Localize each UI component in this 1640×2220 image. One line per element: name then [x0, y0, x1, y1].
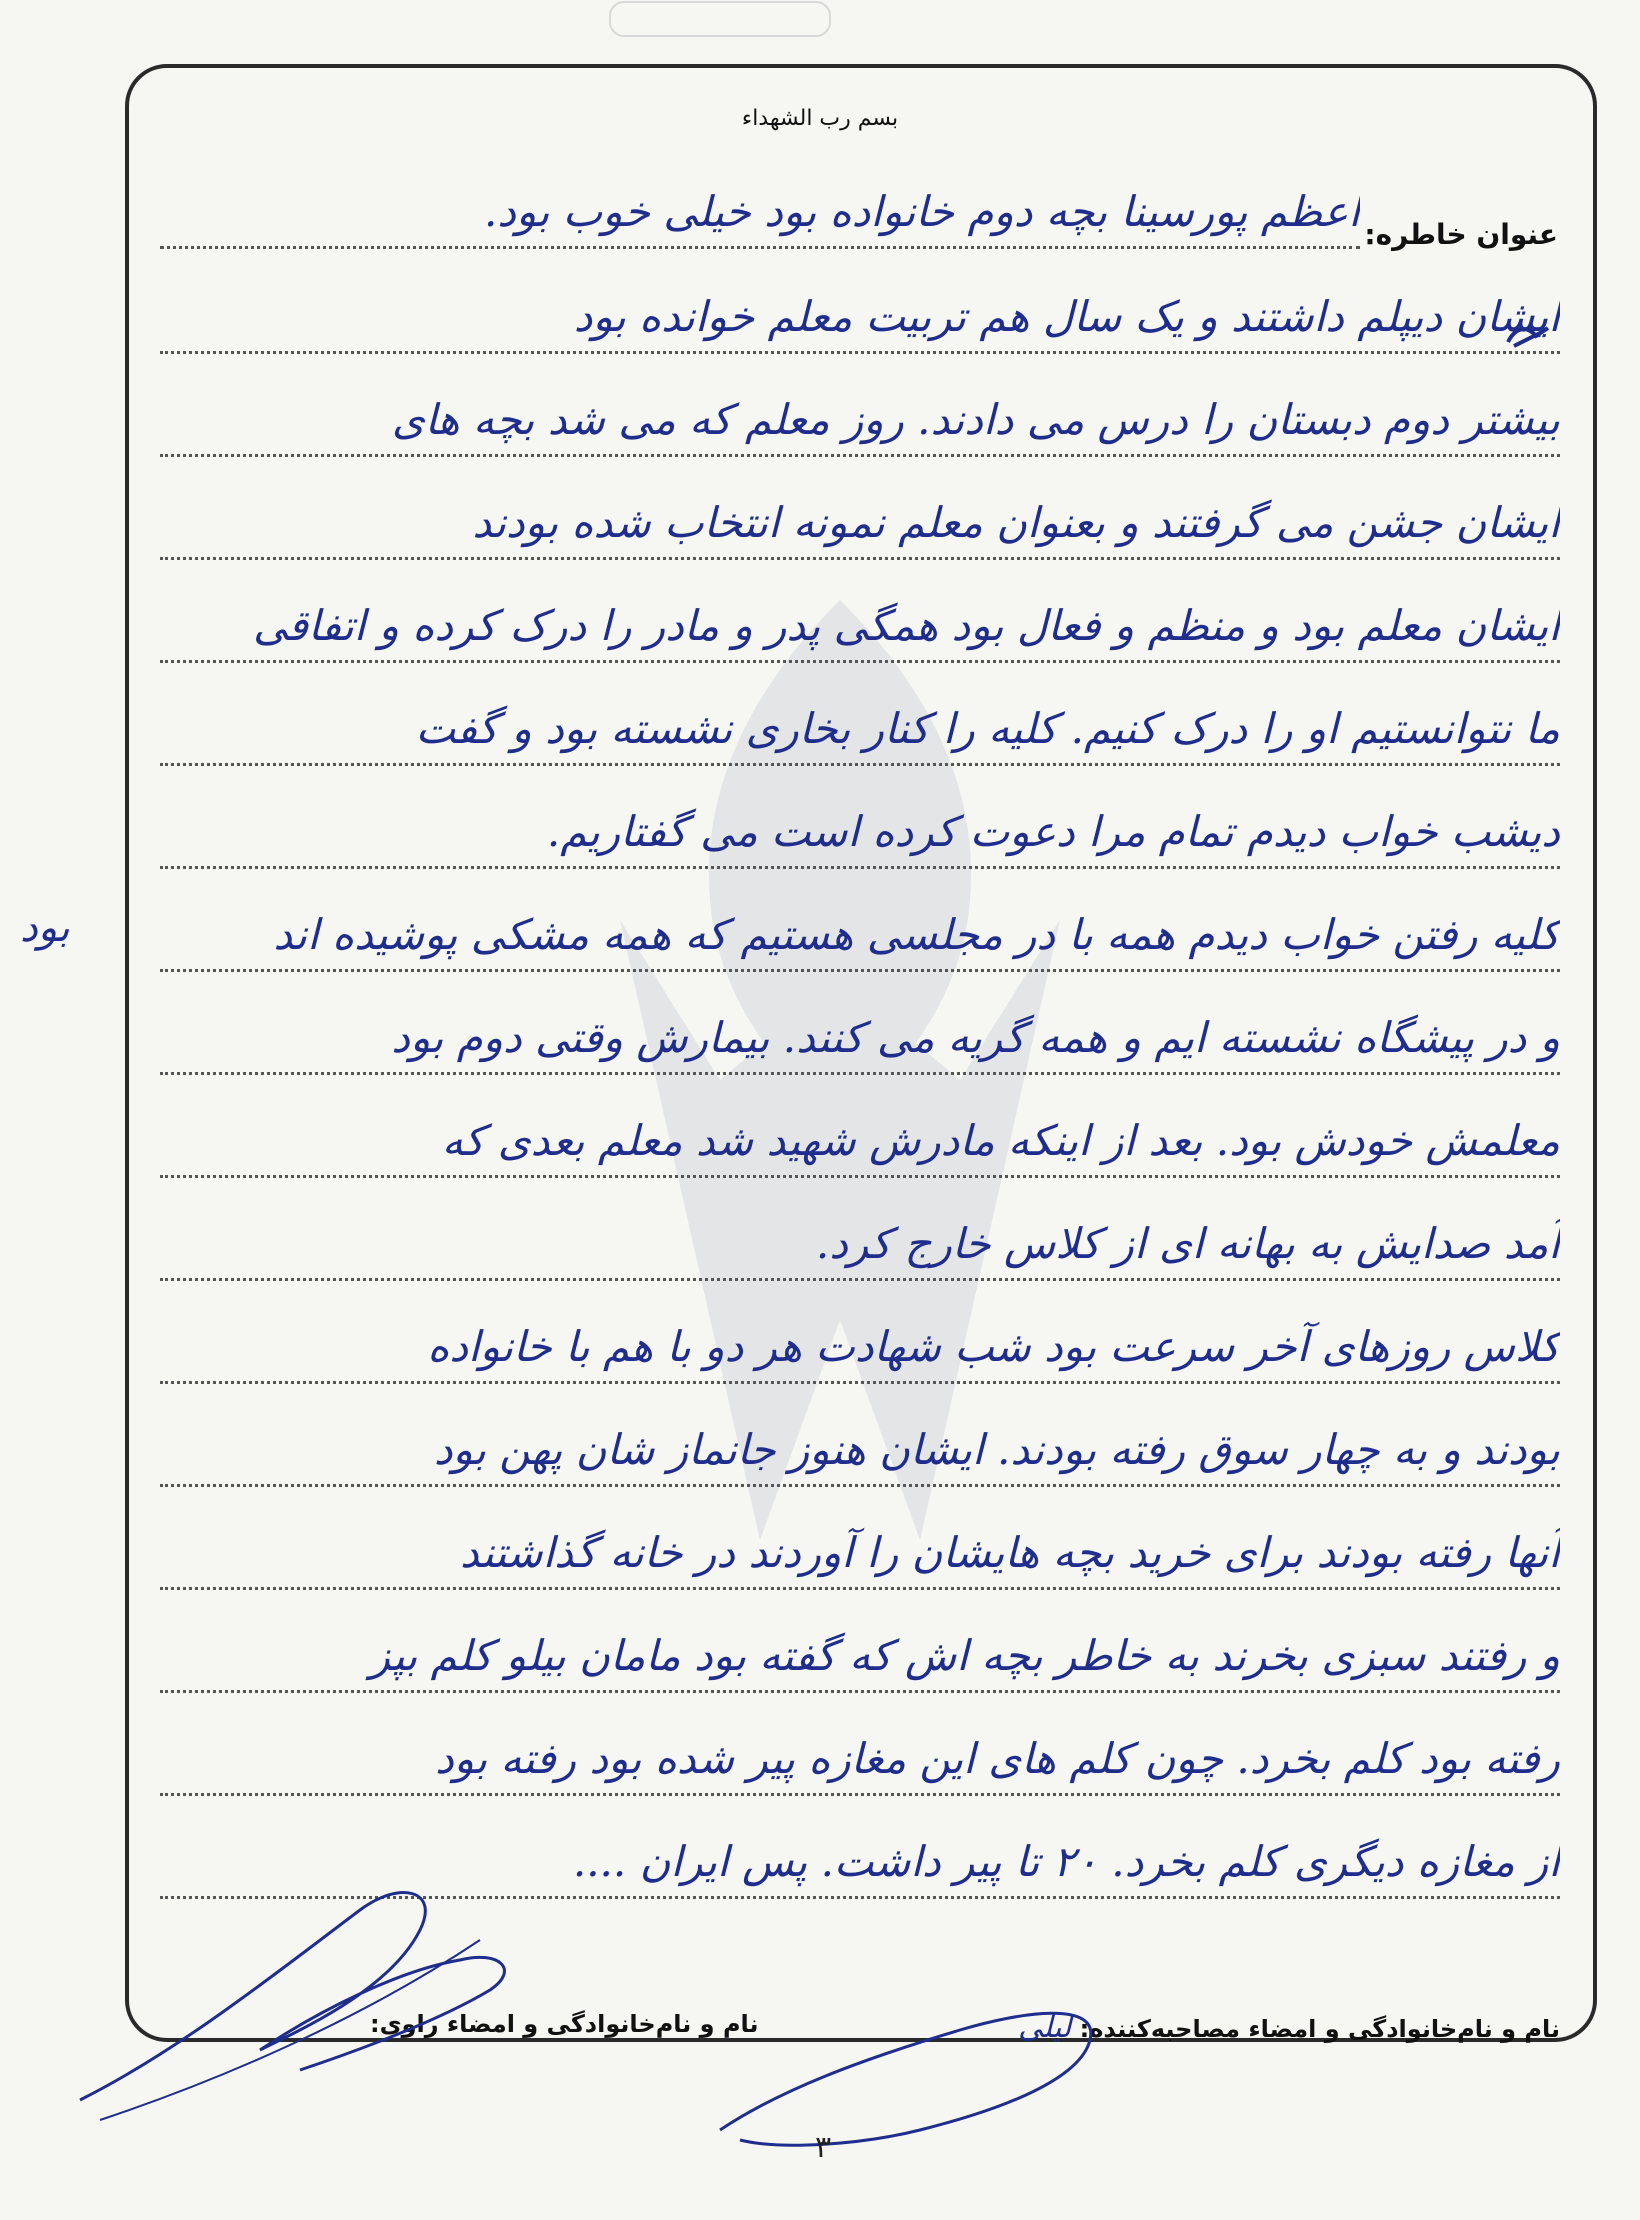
interviewer-signature: لیلی	[1018, 2010, 1072, 2045]
text-line	[160, 569, 1560, 663]
text-line	[160, 1084, 1560, 1178]
narrator-signature-icon	[60, 1850, 530, 2140]
text-line	[160, 878, 1560, 972]
text-line	[160, 1702, 1560, 1796]
text-line	[160, 260, 1560, 354]
text-line	[160, 1599, 1560, 1693]
text-line	[160, 672, 1560, 766]
faint-stamp	[600, 0, 840, 40]
text-line	[160, 466, 1560, 560]
handwritten-text: آنها رفته بودند برای خرید بچه هایشان را آوردند در خانه گذاشتند	[460, 1528, 1560, 1577]
handwritten-text: بیشتر دوم دبستان را درس می دادند. روز معلم که می شد بچه های	[391, 395, 1560, 444]
handwritten-text: و در پیشگاه نشسته ایم و همه گریه می کنند. بیمارش وقتی دوم بود	[391, 1013, 1560, 1062]
handwritten-text: و رفتند سبزی بخرند به خاطر بچه اش که گفته بود مامان بیلو کلم بپز	[369, 1631, 1560, 1680]
subject-text: اعظم پورسینا بچه دوم خانواده بود خیلی خوب بود.	[483, 187, 1360, 236]
text-line	[160, 981, 1560, 1075]
text-line	[160, 1290, 1560, 1384]
subject-label: عنوان خاطره:	[1364, 218, 1558, 251]
text-line	[160, 775, 1560, 869]
text-line	[160, 1187, 1560, 1281]
interviewer-label-text: نام و نام‌خانوادگی و امضاء مصاحبه‌کننده:	[1079, 2015, 1560, 2043]
handwritten-text: بودند و به چهار سوق رفته بودند. ایشان هنوز جانماز شان پهن بود	[433, 1425, 1560, 1474]
handwritten-text: ایشان جشن می گرفتند و بعنوان معلم نمونه انتخاب شده بودند	[472, 498, 1560, 547]
text-line	[160, 1393, 1560, 1487]
handwritten-text: رفته بود کلم بخرد. چون کلم های این مغازه پیر شده بود رفته بود	[435, 1734, 1560, 1783]
handwritten-text: دیشب خواب دیدم تمام مرا دعوت کرده است می گفتاریم.	[546, 807, 1560, 856]
page-number: ۳	[815, 2130, 832, 2165]
text-line	[160, 1496, 1560, 1590]
header-title: بسم رب الشهداء	[741, 106, 899, 131]
handwritten-text: معلمش خودش بود. بعد از اینکه مادرش شهید شد معلم بعدی که	[441, 1116, 1560, 1165]
handwritten-text: ایشان دیپلم داشتند و یک سال هم تربیت معلم خوانده بود	[573, 292, 1560, 341]
handwritten-text: کلاس روزهای آخر سرعت بود شب شهادت هر دو با هم با خانواده	[427, 1322, 1560, 1371]
narrator-label: نام و نام‌خانوادگی و امضاء راوی:	[370, 2010, 759, 2038]
handwritten-text: کلیه رفتن خواب دیدم همه با در مجلسی هستیم که همه مشکی پوشیده اند	[273, 910, 1560, 959]
handwritten-text: ایشان معلم بود و منظم و فعال بود همگی پدر و مادر را درک کرده و اتفاقی	[252, 601, 1560, 650]
text-line	[160, 363, 1560, 457]
handwritten-text: آمد صدایش به بهانه ای از کلاس خارج کرد.	[815, 1219, 1560, 1268]
handwritten-text: ما نتوانستیم او را درک کنیم. کلیه را کنار بخاری نشسته بود و گفت	[415, 704, 1560, 753]
handwritten-text: از مغازه دیگری کلم بخرد. ۲۰ تا پیر داشت. پس ایران ....	[572, 1837, 1560, 1886]
margin-note: بود	[20, 905, 70, 951]
subject-line	[160, 155, 1360, 249]
interviewer-signature-icon	[700, 1980, 1120, 2160]
